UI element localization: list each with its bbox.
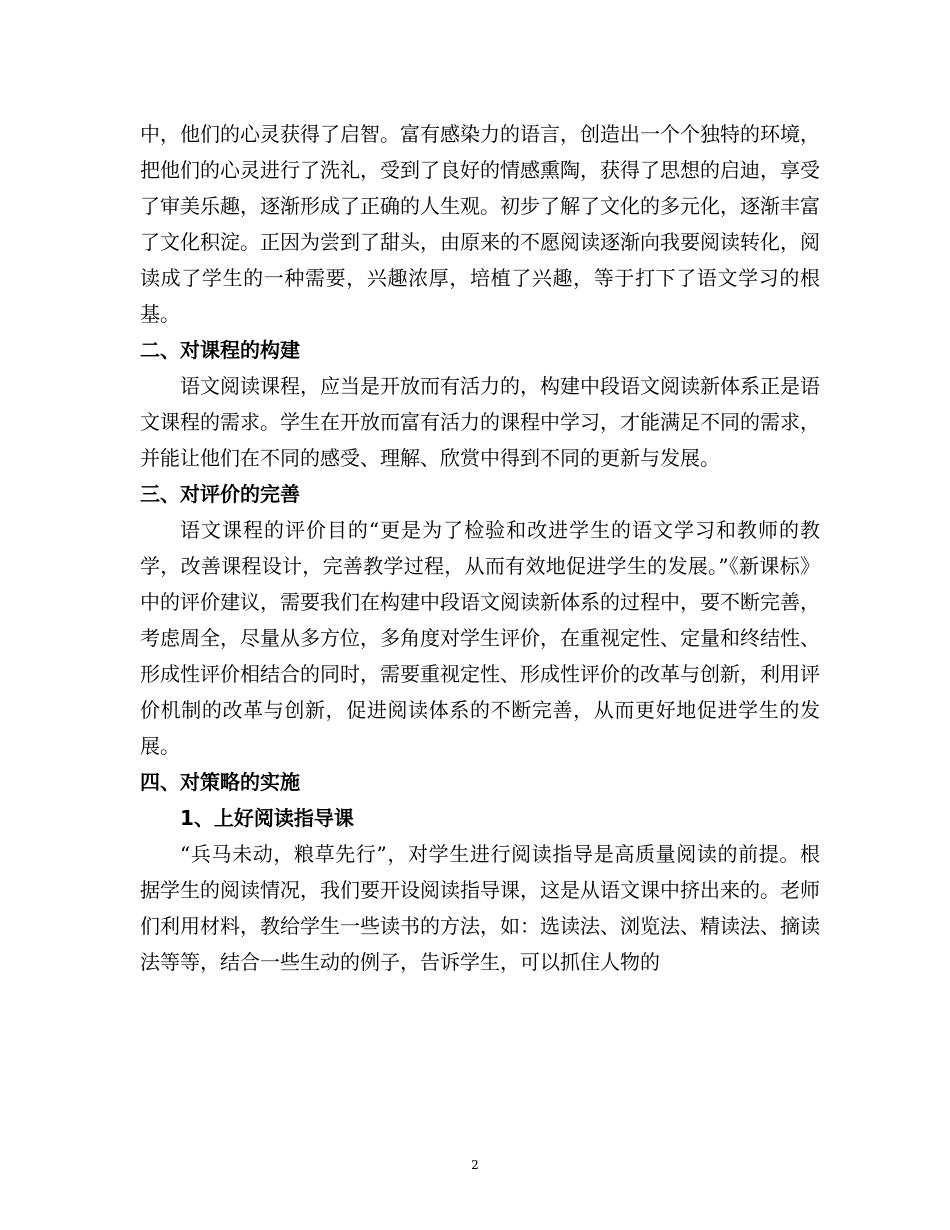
page-number: 2: [471, 1158, 479, 1172]
subsection-heading-reading-guidance: 1、上好阅读指导课: [180, 806, 354, 830]
section-heading-course-construction: 二、对课程的构建: [140, 338, 300, 362]
paragraph-course-construction: 语文阅读课程，应当是开放而有活力的，构建中段语文阅读新体系正是语文课程的需求。学生在开放而富有活力的课程中学习，才能满足不同的需求，并能让他们在不同的感受、理解、欣赏中得到不同的更新与发展。: [140, 374, 820, 470]
paragraph-reading-guidance: “兵马未动，粮草先行”，对学生进行阅读指导是高质量阅读的前提。根据学生的阅读情况，我们要开设阅读指导课，这是从语文课中挤出来的。老师们利用材料，教给学生一些读书的方法，如：选读法、浏览法、精读法、摘读法等等，结合一些生动的例子，告诉学生，可以抓住人物的: [140, 842, 820, 974]
document-body: [140, 116, 820, 980]
paragraph-evaluation: 语文课程的评价目的“更是为了检验和改进学生的语文学习和教师的教学，改善课程设计，完善教学过程，从而有效地促进学生的发展。”《新课标》中的评价建议，需要我们在构建中段语文阅读新体系的过程中，要不断完善，考虑周全，尽量从多方位，多角度对学生评价，在重视定性、定量和终结性、形成性评价相结合的同时，需要重视定性、形成性评价的改革与创新，利用评价机制的改革与创新，促进阅读体系的不断完善，从而更好地促进学生的发展。: [140, 518, 820, 758]
section-heading-evaluation: 三、对评价的完善: [140, 482, 300, 506]
paragraph-continued: 中，他们的心灵获得了启智。富有感染力的语言，创造出一个个独特的环境，把他们的心灵进行了洗礼，受到了良好的情感熏陶，获得了思想的启迪，享受了审美乐趣，逐渐形成了正确的人生观。初步了解了文化的多元化，逐渐丰富了文化积淀。正因为尝到了甜头，由原来的不愿阅读逐渐向我要阅读转化，阅读成了学生的一种需要，兴趣浓厚，培植了兴趣，等于打下了语文学习的根基。: [140, 122, 820, 326]
section-heading-strategy: 四、对策略的实施: [140, 770, 300, 794]
